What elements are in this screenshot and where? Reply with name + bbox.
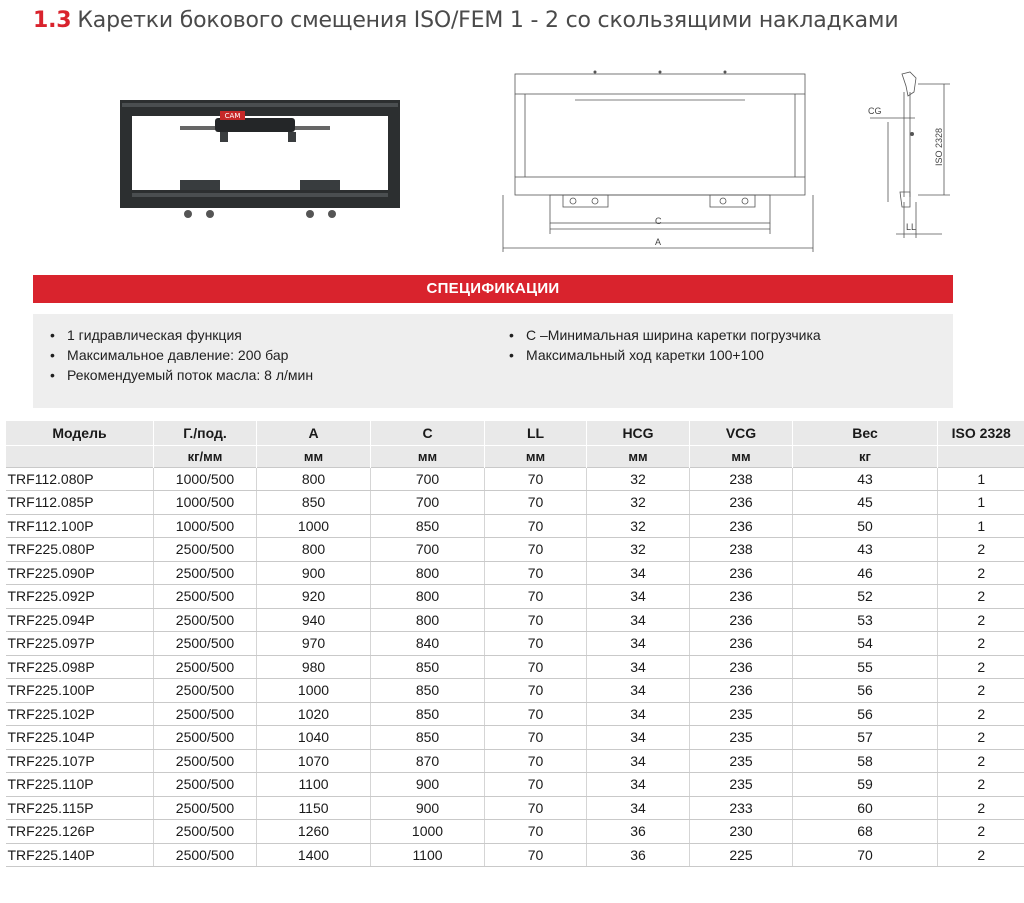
table-cell: 2 bbox=[938, 820, 1024, 844]
table-cell: 34 bbox=[587, 702, 690, 726]
model-cell: TRF225.126P bbox=[6, 820, 154, 844]
table-cell: 70 bbox=[485, 467, 587, 491]
dim-ll-label: LL bbox=[906, 222, 917, 232]
spec-item: • Максимальное давление: 200 бар bbox=[46, 345, 313, 365]
table-cell: 1040 bbox=[257, 726, 371, 750]
table-cell: 800 bbox=[371, 561, 485, 585]
column-unit: мм bbox=[371, 445, 485, 467]
table-cell: 56 bbox=[793, 679, 938, 703]
column-header: Модель bbox=[6, 421, 154, 445]
column-unit: мм bbox=[257, 445, 371, 467]
model-cell: TRF112.085P bbox=[6, 491, 154, 515]
table-cell: 1000/500 bbox=[154, 467, 257, 491]
table-cell: 32 bbox=[587, 491, 690, 515]
table-cell: 2500/500 bbox=[154, 843, 257, 867]
dim-a-label: A bbox=[655, 237, 662, 247]
table-row bbox=[6, 514, 1024, 538]
table-cell: 1100 bbox=[257, 773, 371, 797]
table-cell: 900 bbox=[257, 561, 371, 585]
front-drawing bbox=[495, 62, 825, 252]
table-cell: 60 bbox=[793, 796, 938, 820]
table-cell: 52 bbox=[793, 585, 938, 609]
table-cell: 2500/500 bbox=[154, 773, 257, 797]
table-cell: 46 bbox=[793, 561, 938, 585]
table-row bbox=[6, 820, 1024, 844]
model-cell: TRF225.102P bbox=[6, 702, 154, 726]
model-cell: TRF112.100P bbox=[6, 514, 154, 538]
model-cell: TRF225.092P bbox=[6, 585, 154, 609]
table-cell: 238 bbox=[690, 538, 793, 562]
column-header: Вес bbox=[793, 421, 938, 445]
column-unit: мм bbox=[690, 445, 793, 467]
table-cell: 850 bbox=[371, 514, 485, 538]
spec-item: • 1 гидравлическая функция bbox=[46, 325, 313, 345]
table-row bbox=[6, 632, 1024, 656]
table-cell: 1000/500 bbox=[154, 514, 257, 538]
table-row bbox=[6, 702, 1024, 726]
table-cell: 850 bbox=[371, 726, 485, 750]
table-cell: 2 bbox=[938, 773, 1024, 797]
table-cell: 2500/500 bbox=[154, 632, 257, 656]
table-cell: 2 bbox=[938, 585, 1024, 609]
table-cell: 59 bbox=[793, 773, 938, 797]
table-cell: 2 bbox=[938, 726, 1024, 750]
table-cell: 840 bbox=[371, 632, 485, 656]
table-row bbox=[6, 585, 1024, 609]
table-cell: 1 bbox=[938, 491, 1024, 515]
table-cell: 225 bbox=[690, 843, 793, 867]
table-cell: 235 bbox=[690, 749, 793, 773]
table-cell: 70 bbox=[485, 538, 587, 562]
table-units-row bbox=[6, 445, 1024, 467]
table-cell: 34 bbox=[587, 773, 690, 797]
table-cell: 32 bbox=[587, 514, 690, 538]
dim-c-label: C bbox=[655, 216, 662, 226]
table-cell: 800 bbox=[257, 538, 371, 562]
table-cell: 34 bbox=[587, 726, 690, 750]
table-cell: 2 bbox=[938, 679, 1024, 703]
column-unit: кг bbox=[793, 445, 938, 467]
table-cell: 34 bbox=[587, 632, 690, 656]
dim-cg-label: CG bbox=[868, 106, 882, 116]
spec-item: • Максимальный ход каретки 100+100 bbox=[505, 345, 821, 365]
table-cell: 233 bbox=[690, 796, 793, 820]
table-cell: 980 bbox=[257, 655, 371, 679]
table-cell: 236 bbox=[690, 514, 793, 538]
table-cell: 56 bbox=[793, 702, 938, 726]
column-unit: кг/мм bbox=[154, 445, 257, 467]
table-cell: 700 bbox=[371, 467, 485, 491]
table-cell: 1000 bbox=[371, 820, 485, 844]
table-cell: 1070 bbox=[257, 749, 371, 773]
model-cell: TRF225.104P bbox=[6, 726, 154, 750]
model-cell: TRF225.140P bbox=[6, 843, 154, 867]
table-cell: 1 bbox=[938, 467, 1024, 491]
table-cell: 2 bbox=[938, 561, 1024, 585]
table-cell: 230 bbox=[690, 820, 793, 844]
table-cell: 970 bbox=[257, 632, 371, 656]
table-row bbox=[6, 608, 1024, 632]
column-header: C bbox=[371, 421, 485, 445]
table-cell: 236 bbox=[690, 491, 793, 515]
model-cell: TRF112.080P bbox=[6, 467, 154, 491]
table-cell: 1000 bbox=[257, 514, 371, 538]
spec-item: • Рекомендуемый поток масла: 8 л/мин bbox=[46, 365, 313, 385]
table-cell: 70 bbox=[793, 843, 938, 867]
model-cell: TRF225.100P bbox=[6, 679, 154, 703]
table-cell: 34 bbox=[587, 561, 690, 585]
table-cell: 2500/500 bbox=[154, 655, 257, 679]
table-cell: 50 bbox=[793, 514, 938, 538]
table-cell: 236 bbox=[690, 585, 793, 609]
table-cell: 43 bbox=[793, 538, 938, 562]
table-cell: 1150 bbox=[257, 796, 371, 820]
table-cell: 70 bbox=[485, 655, 587, 679]
table-cell: 2500/500 bbox=[154, 679, 257, 703]
table-cell: 2 bbox=[938, 702, 1024, 726]
spec-item: • C –Минимальная ширина каретки погрузчика bbox=[505, 325, 821, 345]
table-cell: 1000 bbox=[257, 679, 371, 703]
column-unit bbox=[938, 445, 1024, 467]
specs-list-left bbox=[46, 325, 313, 385]
table-cell: 1100 bbox=[371, 843, 485, 867]
table-row bbox=[6, 561, 1024, 585]
table-cell: 70 bbox=[485, 820, 587, 844]
specs-panel bbox=[33, 314, 953, 408]
table-cell: 850 bbox=[371, 679, 485, 703]
table-cell: 70 bbox=[485, 749, 587, 773]
side-drawing bbox=[860, 62, 980, 242]
model-cell: TRF225.098P bbox=[6, 655, 154, 679]
table-cell: 2500/500 bbox=[154, 538, 257, 562]
photo-logo: CAM bbox=[224, 112, 241, 120]
table-cell: 235 bbox=[690, 702, 793, 726]
table-cell: 800 bbox=[257, 467, 371, 491]
table-header-row bbox=[6, 421, 1024, 445]
table-cell: 236 bbox=[690, 608, 793, 632]
table-cell: 70 bbox=[485, 585, 587, 609]
table-cell: 2500/500 bbox=[154, 608, 257, 632]
table-cell: 2500/500 bbox=[154, 561, 257, 585]
column-header: A bbox=[257, 421, 371, 445]
column-header: ISO 2328 bbox=[938, 421, 1024, 445]
table-cell: 2500/500 bbox=[154, 726, 257, 750]
table-row bbox=[6, 843, 1024, 867]
table-cell: 32 bbox=[587, 467, 690, 491]
table-cell: 700 bbox=[371, 538, 485, 562]
table-cell: 235 bbox=[690, 726, 793, 750]
model-cell: TRF225.090P bbox=[6, 561, 154, 585]
specs-heading: СПЕЦИФИКАЦИИ bbox=[33, 275, 953, 303]
table-cell: 43 bbox=[793, 467, 938, 491]
table-cell: 32 bbox=[587, 538, 690, 562]
table-row bbox=[6, 538, 1024, 562]
section-title: Каретки бокового смещения ISO/FEM 1 - 2 со скользящими накладками bbox=[77, 8, 899, 33]
column-unit: мм bbox=[587, 445, 690, 467]
table-cell: 57 bbox=[793, 726, 938, 750]
column-header: Г./под. bbox=[154, 421, 257, 445]
table-cell: 235 bbox=[690, 773, 793, 797]
table-cell: 36 bbox=[587, 820, 690, 844]
model-table bbox=[5, 421, 1024, 867]
table-cell: 70 bbox=[485, 843, 587, 867]
table-cell: 54 bbox=[793, 632, 938, 656]
table-cell: 2500/500 bbox=[154, 749, 257, 773]
table-cell: 238 bbox=[690, 467, 793, 491]
table-cell: 850 bbox=[371, 655, 485, 679]
table-cell: 236 bbox=[690, 561, 793, 585]
dim-iso-label: ISO 2328 bbox=[934, 127, 944, 166]
model-cell: TRF225.115P bbox=[6, 796, 154, 820]
column-header: LL bbox=[485, 421, 587, 445]
table-row bbox=[6, 749, 1024, 773]
table-cell: 800 bbox=[371, 585, 485, 609]
table-cell: 236 bbox=[690, 655, 793, 679]
table-cell: 70 bbox=[485, 561, 587, 585]
table-cell: 2500/500 bbox=[154, 796, 257, 820]
table-cell: 920 bbox=[257, 585, 371, 609]
table-cell: 2 bbox=[938, 655, 1024, 679]
table-cell: 70 bbox=[485, 608, 587, 632]
table-cell: 70 bbox=[485, 773, 587, 797]
table-cell: 34 bbox=[587, 608, 690, 632]
table-row bbox=[6, 467, 1024, 491]
table-cell: 870 bbox=[371, 749, 485, 773]
model-cell: TRF225.080P bbox=[6, 538, 154, 562]
page-title bbox=[33, 8, 898, 33]
table-cell: 36 bbox=[587, 843, 690, 867]
table-cell: 2500/500 bbox=[154, 585, 257, 609]
table-cell: 53 bbox=[793, 608, 938, 632]
table-cell: 1260 bbox=[257, 820, 371, 844]
column-unit: мм bbox=[485, 445, 587, 467]
table-cell: 2 bbox=[938, 796, 1024, 820]
model-cell: TRF225.094P bbox=[6, 608, 154, 632]
model-cell: TRF225.110P bbox=[6, 773, 154, 797]
table-row bbox=[6, 773, 1024, 797]
model-cell: TRF225.107P bbox=[6, 749, 154, 773]
table-cell: 700 bbox=[371, 491, 485, 515]
table-cell: 236 bbox=[690, 632, 793, 656]
table-cell: 70 bbox=[485, 514, 587, 538]
table-cell: 45 bbox=[793, 491, 938, 515]
table-row bbox=[6, 655, 1024, 679]
table-cell: 68 bbox=[793, 820, 938, 844]
table-cell: 58 bbox=[793, 749, 938, 773]
table-cell: 1000/500 bbox=[154, 491, 257, 515]
table-cell: 2 bbox=[938, 608, 1024, 632]
table-cell: 2500/500 bbox=[154, 820, 257, 844]
table-cell: 1 bbox=[938, 514, 1024, 538]
table-cell: 850 bbox=[371, 702, 485, 726]
table-cell: 2 bbox=[938, 632, 1024, 656]
table-cell: 70 bbox=[485, 632, 587, 656]
table-cell: 70 bbox=[485, 679, 587, 703]
table-row bbox=[6, 726, 1024, 750]
table-cell: 2 bbox=[938, 749, 1024, 773]
table-cell: 900 bbox=[371, 773, 485, 797]
specs-list-right bbox=[505, 325, 821, 365]
table-cell: 2 bbox=[938, 538, 1024, 562]
column-unit bbox=[6, 445, 154, 467]
table-cell: 850 bbox=[257, 491, 371, 515]
table-cell: 70 bbox=[485, 491, 587, 515]
table-cell: 2 bbox=[938, 843, 1024, 867]
table-cell: 800 bbox=[371, 608, 485, 632]
column-header: VCG bbox=[690, 421, 793, 445]
section-number: 1.3 bbox=[33, 8, 72, 33]
table-row bbox=[6, 796, 1024, 820]
table-cell: 900 bbox=[371, 796, 485, 820]
column-header: HCG bbox=[587, 421, 690, 445]
table-cell: 34 bbox=[587, 679, 690, 703]
table-cell: 34 bbox=[587, 585, 690, 609]
product-photo bbox=[120, 98, 400, 228]
table-cell: 55 bbox=[793, 655, 938, 679]
table-cell: 70 bbox=[485, 702, 587, 726]
table-cell: 34 bbox=[587, 796, 690, 820]
table-row bbox=[6, 679, 1024, 703]
table-cell: 2500/500 bbox=[154, 702, 257, 726]
table-cell: 70 bbox=[485, 726, 587, 750]
table-cell: 236 bbox=[690, 679, 793, 703]
table-row bbox=[6, 491, 1024, 515]
table-cell: 940 bbox=[257, 608, 371, 632]
table-cell: 34 bbox=[587, 655, 690, 679]
model-cell: TRF225.097P bbox=[6, 632, 154, 656]
table-cell: 1020 bbox=[257, 702, 371, 726]
table-cell: 1400 bbox=[257, 843, 371, 867]
table-cell: 34 bbox=[587, 749, 690, 773]
table-cell: 70 bbox=[485, 796, 587, 820]
